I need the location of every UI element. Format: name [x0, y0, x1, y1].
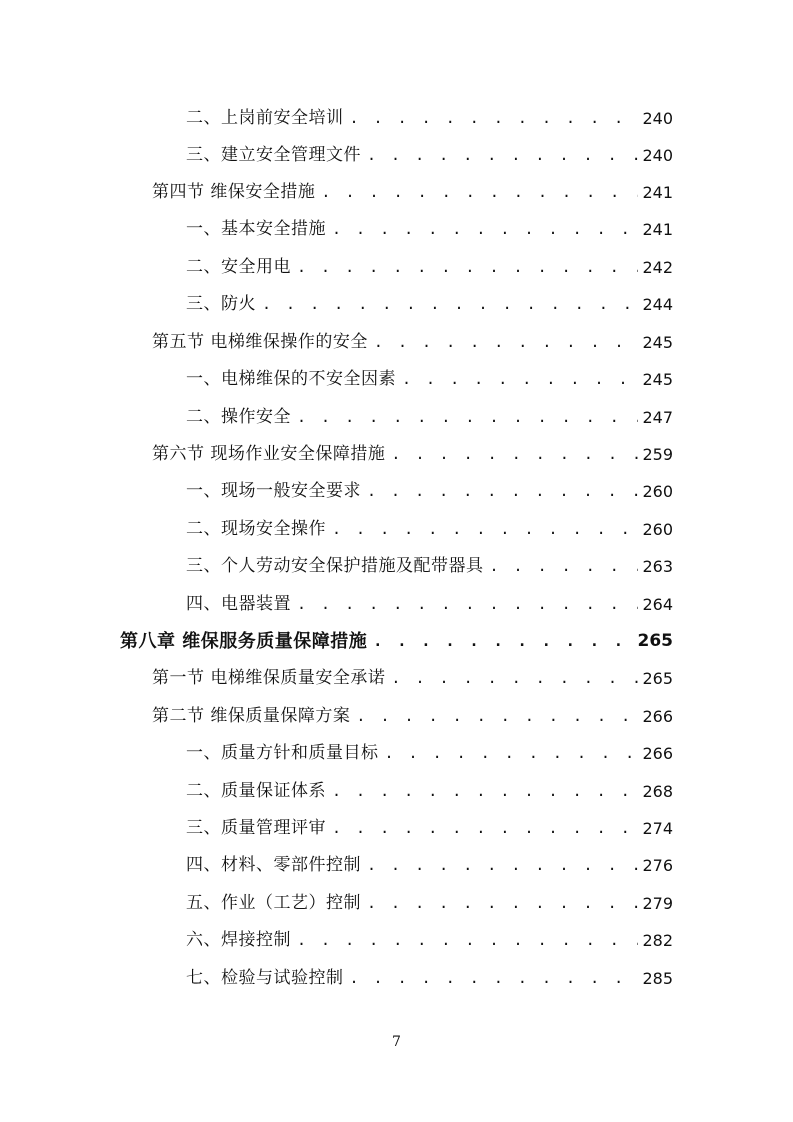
toc-entry-page: 282 — [642, 931, 673, 950]
toc-entry-page: 266 — [642, 744, 673, 763]
toc-entry-title: 第四节 维保安全措施 — [152, 182, 316, 202]
toc-leader-dots — [367, 885, 638, 922]
toc-entry-page: 285 — [642, 969, 673, 988]
toc-entry[interactable] — [186, 473, 673, 510]
toc-leader-dots — [350, 100, 639, 137]
toc-leader-dots — [297, 399, 638, 436]
toc-entry-title: 七、检验与试验控制 — [186, 968, 344, 988]
toc-entry-page: 268 — [642, 782, 673, 801]
toc-entry-section[interactable] — [152, 660, 673, 697]
toc-entry-title: 四、电器装置 — [186, 594, 291, 614]
toc-entry-section[interactable] — [152, 436, 673, 473]
toc-entry-page: 240 — [642, 109, 673, 128]
toc-leader-dots — [297, 922, 638, 959]
toc-entry-page: 266 — [642, 707, 673, 726]
toc-entry-section[interactable] — [152, 324, 673, 361]
toc-leader-dots — [490, 548, 639, 585]
toc-entry-page: 245 — [642, 333, 673, 352]
toc-entry-title: 三、个人劳动安全保护措施及配带器具 — [186, 556, 484, 576]
toc-entry-title: 四、材料、零部件控制 — [186, 855, 361, 875]
toc-entry-page: 263 — [642, 557, 673, 576]
toc-entry[interactable] — [186, 548, 673, 585]
toc-entry-page: 240 — [642, 146, 673, 165]
toc-entry[interactable] — [186, 137, 673, 174]
toc-entry[interactable] — [186, 361, 673, 398]
toc-entry[interactable] — [186, 847, 673, 884]
toc-entry-title: 第五节 电梯维保操作的安全 — [152, 332, 368, 352]
toc-leader-dots — [262, 286, 638, 323]
toc-entry[interactable] — [186, 211, 673, 248]
toc-entry[interactable] — [186, 511, 673, 548]
toc-leader-dots — [356, 698, 638, 735]
toc-entry-page: 265 — [642, 669, 673, 688]
toc-entry[interactable] — [186, 286, 673, 323]
toc-leader-dots — [332, 773, 638, 810]
toc-entry-title: 一、电梯维保的不安全因素 — [186, 369, 396, 389]
toc-entry-page: 260 — [642, 482, 673, 501]
toc-entry-title: 六、焊接控制 — [186, 930, 291, 950]
toc-entry-page: 265 — [637, 631, 673, 651]
toc-entry-title: 五、作业（工艺）控制 — [186, 893, 361, 913]
toc-entry-section[interactable] — [152, 698, 673, 735]
toc-leader-dots — [297, 586, 638, 623]
toc-leader-dots — [374, 324, 639, 361]
toc-entry[interactable] — [186, 810, 673, 847]
toc-entry-title: 第一节 电梯维保质量安全承诺 — [152, 668, 386, 688]
toc-entry-title: 一、基本安全措施 — [186, 219, 326, 239]
toc-entry[interactable] — [186, 735, 673, 772]
toc-leader-dots — [385, 735, 639, 772]
toc-entry-page: 242 — [642, 258, 673, 277]
toc-entry-title: 二、现场安全操作 — [186, 519, 326, 539]
toc-entry[interactable] — [186, 773, 673, 810]
toc-entry-page: 244 — [642, 295, 673, 314]
toc-leader-dots — [391, 660, 638, 697]
toc-leader-dots — [321, 174, 638, 211]
toc-entry-page: 264 — [642, 595, 673, 614]
toc-entry-section[interactable] — [152, 174, 673, 211]
toc-entry-page: 260 — [642, 520, 673, 539]
toc-entry-page: 274 — [642, 819, 673, 838]
toc-entry-title: 二、上岗前安全培训 — [186, 108, 344, 128]
toc-entry-title: 二、安全用电 — [186, 257, 291, 277]
toc-entry-title: 三、建立安全管理文件 — [186, 145, 361, 165]
toc-leader-dots — [297, 249, 638, 286]
toc-entry-page: 247 — [642, 408, 673, 427]
toc-entry-title: 二、质量保证体系 — [186, 781, 326, 801]
toc-leader-dots — [402, 361, 638, 398]
page-number: 7 — [392, 1034, 401, 1050]
toc-leader-dots — [350, 960, 639, 997]
toc-entry[interactable] — [186, 249, 673, 286]
toc-leader-dots — [332, 211, 638, 248]
toc-leader-dots — [391, 436, 638, 473]
toc-entry[interactable] — [186, 100, 673, 137]
toc-entry-page: 259 — [642, 445, 673, 464]
toc-entry-title: 第八章 维保服务质量保障措施 — [120, 631, 368, 652]
toc-entry[interactable] — [186, 960, 673, 997]
toc-entry-title: 三、防火 — [186, 294, 256, 314]
toc-entry-title: 一、质量方针和质量目标 — [186, 743, 379, 763]
toc-entry-page: 276 — [642, 856, 673, 875]
toc-entry[interactable] — [186, 922, 673, 959]
toc-leader-dots — [332, 511, 638, 548]
toc-leader-dots — [367, 137, 638, 174]
toc-entry-page: 241 — [642, 220, 673, 239]
toc-leader-dots — [332, 810, 638, 847]
toc-entry-title: 三、质量管理评审 — [186, 818, 326, 838]
toc-entry[interactable] — [186, 399, 673, 436]
toc-entry-title: 第六节 现场作业安全保障措施 — [152, 444, 386, 464]
toc-entry-page: 279 — [642, 894, 673, 913]
toc-leader-dots — [373, 623, 633, 660]
toc-leader-dots — [367, 473, 638, 510]
toc-leader-dots — [367, 847, 638, 884]
toc-entry[interactable] — [186, 586, 673, 623]
toc-entry-title: 一、现场一般安全要求 — [186, 481, 361, 501]
toc-entry-title: 第二节 维保质量保障方案 — [152, 706, 351, 726]
toc-entry-page: 245 — [642, 370, 673, 389]
toc-entry[interactable] — [186, 885, 673, 922]
toc-entry-chapter[interactable] — [120, 623, 673, 660]
toc-entry-page: 241 — [642, 183, 673, 202]
toc-entry-title: 二、操作安全 — [186, 407, 291, 427]
